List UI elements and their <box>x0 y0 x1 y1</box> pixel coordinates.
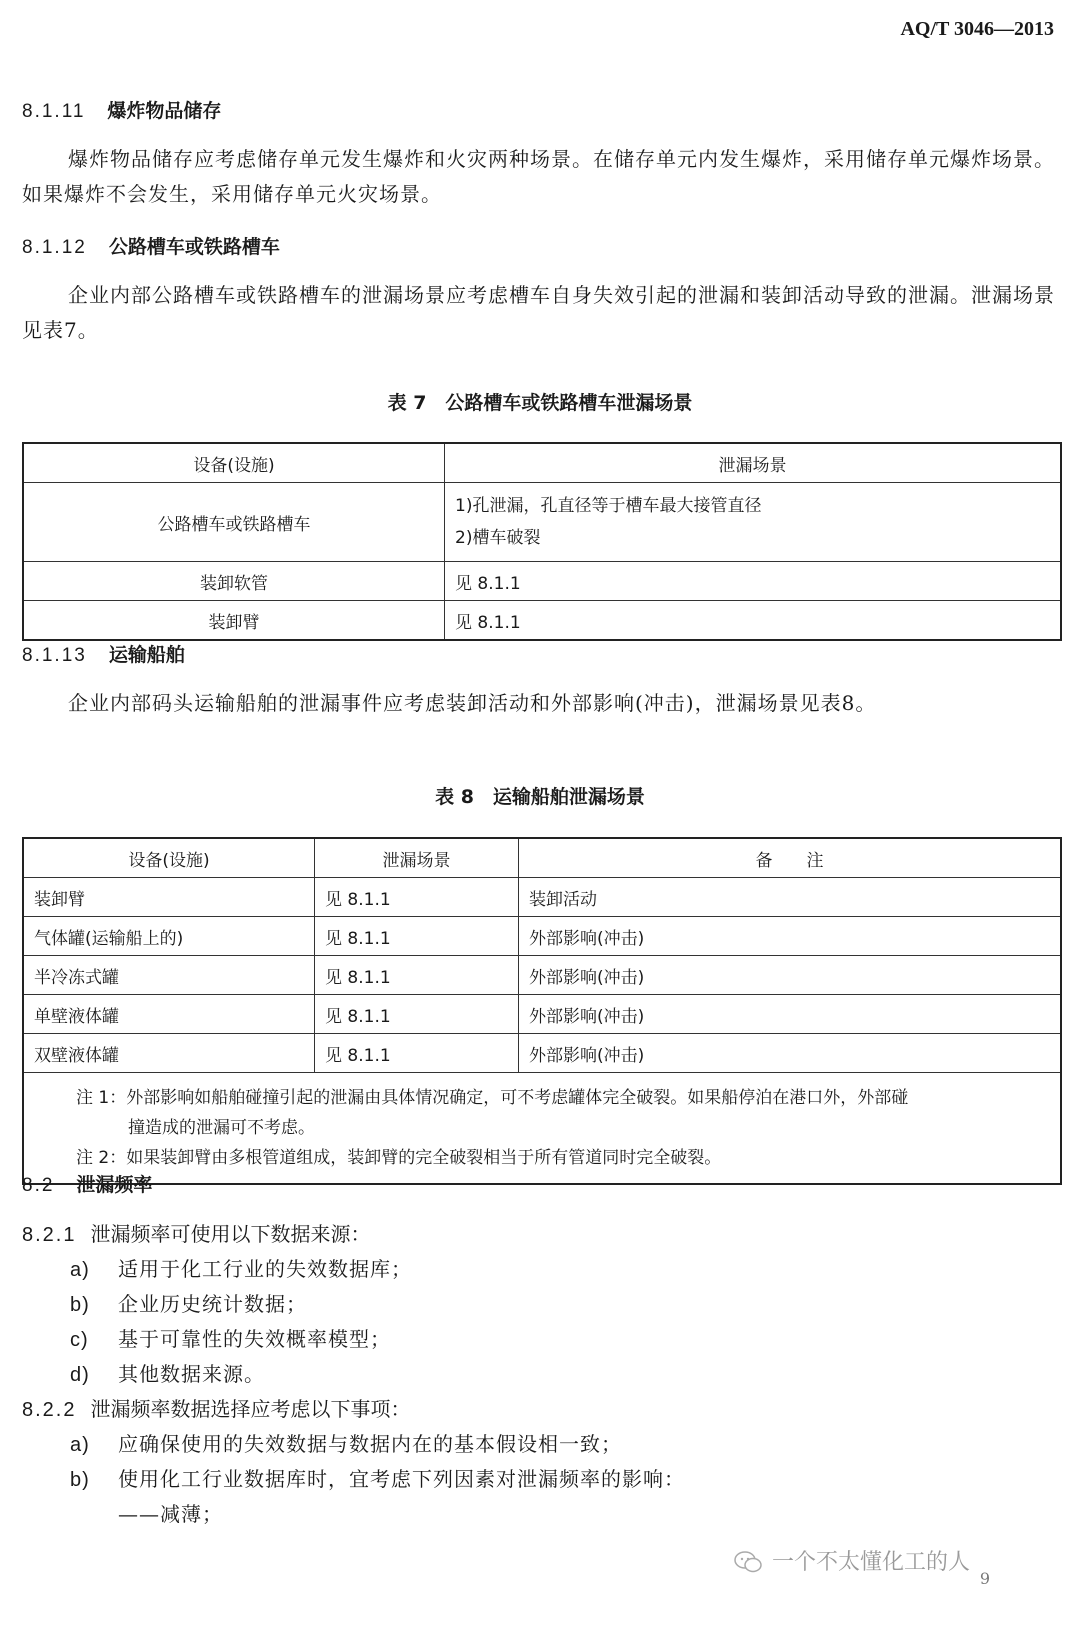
section-heading <box>22 232 280 259</box>
table-caption: 表 7 公路槽车或铁路槽车泄漏场景 <box>387 392 693 414</box>
note-2: 注 2：如果装卸臂由多根管道组成，装卸臂的完全破裂相当于所有管道同时完全破裂。 <box>76 1148 722 1168</box>
table-cell: 见 8.1.1 <box>315 878 519 917</box>
table-cell: 外部影响(冲击) <box>519 956 1062 995</box>
note-1: 注 1：外部影响如船舶碰撞引起的泄漏由具体情况确定，可不考虑罐体完全破裂。如果船停泊在港口外，外部碰 <box>76 1088 909 1108</box>
clause-number: 8.2.2 <box>22 1399 77 1421</box>
list-label: a) <box>70 1434 90 1456</box>
table-cell: 见 8.1.1 <box>315 1034 519 1073</box>
table-row <box>23 1034 1061 1073</box>
clause-text: 泄漏频率可使用以下数据来源： <box>90 1222 371 1246</box>
table-row <box>23 956 1061 995</box>
clause-text: 泄漏频率数据选择应考虑以下事项： <box>90 1397 411 1421</box>
section-title: 运输船舶 <box>108 644 185 666</box>
table-header: 设备(设施) <box>23 443 445 483</box>
table-cell: 装卸臂 <box>23 601 445 641</box>
list-text: 其他数据来源。 <box>118 1362 265 1386</box>
wechat-icon <box>734 1551 762 1573</box>
table-cell <box>445 483 1062 562</box>
table-7 <box>22 442 1062 641</box>
list-label: b) <box>70 1469 90 1491</box>
watermark: 一个不太懂化工的人 <box>771 1550 970 1575</box>
table-cell: 见 8.1.1 <box>445 601 1062 641</box>
list-label: c) <box>70 1329 89 1351</box>
table-cell: 见 8.1.1 <box>315 917 519 956</box>
list-text: 适用于化工行业的失效数据库； <box>118 1257 412 1281</box>
table-row <box>23 995 1061 1034</box>
clause <box>22 1393 410 1422</box>
table-row <box>23 562 1061 601</box>
section-title: 泄漏频率 <box>76 1174 153 1196</box>
table-cell: 外部影响(冲击) <box>519 995 1062 1034</box>
list-text: 使用化工行业数据库时，宜考虑下列因素对泄漏频率的影响： <box>118 1467 685 1491</box>
list-label: d) <box>70 1364 90 1386</box>
table-cell: 见 8.1.1 <box>315 995 519 1034</box>
list-item <box>70 1253 412 1282</box>
section-heading <box>22 640 185 667</box>
table-cell: 装卸软管 <box>23 562 445 601</box>
table-cell: 双壁液体罐 <box>23 1034 315 1073</box>
scene-line: 2)槽车破裂 <box>455 528 541 548</box>
list-label: a) <box>70 1259 90 1281</box>
table-caption: 表 8 运输船舶泄漏场景 <box>435 786 645 808</box>
table-cell: 公路槽车或铁路槽车 <box>23 483 445 562</box>
list-item <box>70 1463 685 1492</box>
table-cell: 装卸活动 <box>519 878 1062 917</box>
section-number: 8.1.11 <box>22 101 86 122</box>
standard-code: AQ/T 3046—2013 <box>900 18 1054 40</box>
note-1-continued: 撞造成的泄漏可不考虑。 <box>128 1118 315 1138</box>
section-number: 8.2 <box>22 1175 55 1196</box>
clause <box>22 1218 370 1247</box>
table-header: 泄漏场景 <box>445 443 1062 483</box>
table-cell: 外部影响(冲击) <box>519 917 1062 956</box>
list-text: 应确保使用的失效数据与数据内在的基本假设相一致； <box>118 1432 622 1456</box>
paragraph: 爆炸物品储存应考虑储存单元发生爆炸和火灾两种场景。在储存单元内发生爆炸，采用储存单元爆炸场景。如果爆炸不会发生，采用储存单元火灾场景。 <box>22 147 1055 206</box>
scene-line: 1)孔泄漏，孔直径等于槽车最大接管直径 <box>455 496 762 516</box>
table-row <box>23 878 1061 917</box>
table-row <box>23 601 1061 641</box>
table-header: 备 注 <box>519 838 1062 878</box>
section-number: 8.1.13 <box>22 645 87 666</box>
list-label: b) <box>70 1294 90 1316</box>
table-cell: 单壁液体罐 <box>23 995 315 1034</box>
list-item <box>70 1428 622 1457</box>
list-item <box>70 1288 307 1317</box>
section-number: 8.1.12 <box>22 237 87 258</box>
table-notes <box>23 1073 1061 1185</box>
list-text: 基于可靠性的失效概率模型； <box>118 1327 391 1351</box>
table-cell: 见 8.1.1 <box>445 562 1062 601</box>
sub-list-item: ——减薄； <box>118 1502 223 1526</box>
notes-cell <box>23 1073 1061 1185</box>
table-cell: 外部影响(冲击) <box>519 1034 1062 1073</box>
table-cell: 半冷冻式罐 <box>23 956 315 995</box>
table-row <box>23 483 1061 562</box>
table-cell: 装卸臂 <box>23 878 315 917</box>
paragraph: 企业内部公路槽车或铁路槽车的泄漏场景应考虑槽车自身失效引起的泄漏和装卸活动导致的泄漏。泄漏场景见表7。 <box>22 283 1055 342</box>
section-title: 公路槽车或铁路槽车 <box>108 236 280 258</box>
table-row <box>23 917 1061 956</box>
table-cell: 气体罐(运输船上的) <box>23 917 315 956</box>
list-item <box>70 1358 265 1387</box>
clause-number: 8.2.1 <box>22 1224 77 1246</box>
list-item <box>70 1323 391 1352</box>
paragraph: 企业内部码头运输船舶的泄漏事件应考虑装卸活动和外部影响(冲击)，泄漏场景见表8。 <box>68 691 877 715</box>
table-header: 泄漏场景 <box>315 838 519 878</box>
table-header: 设备(设施) <box>23 838 315 878</box>
list-text: 企业历史统计数据； <box>118 1292 307 1316</box>
section-heading <box>22 1170 152 1197</box>
table-8 <box>22 837 1062 1185</box>
section-heading <box>22 96 221 123</box>
section-title: 爆炸物品储存 <box>107 100 222 122</box>
page-number: 9 <box>979 1569 990 1588</box>
table-cell: 见 8.1.1 <box>315 956 519 995</box>
